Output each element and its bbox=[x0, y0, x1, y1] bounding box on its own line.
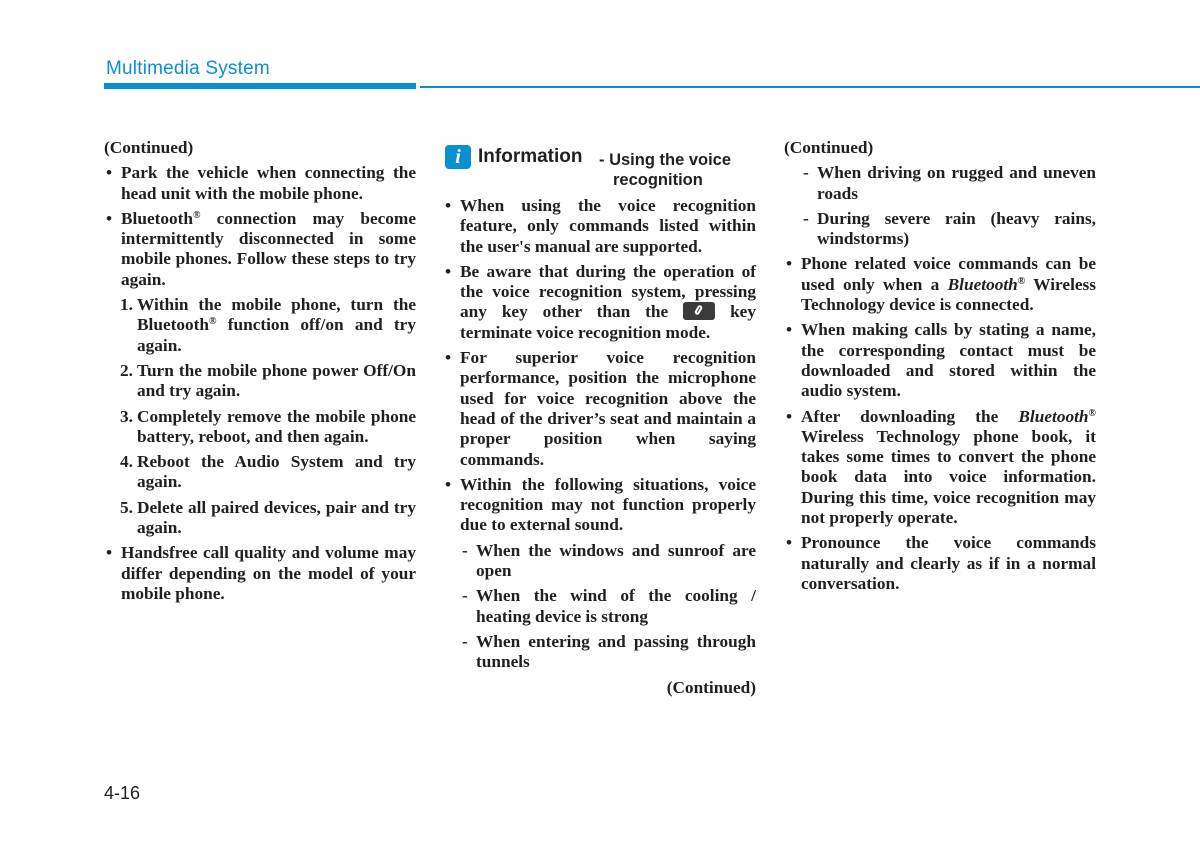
column-left bbox=[104, 138, 416, 609]
text: Reboot the Audio System and try again. bbox=[137, 452, 416, 492]
header-bar-thin bbox=[420, 86, 1200, 88]
bullet-item: • For superior voice recognition performance, position the microphone used for voice recognition above the head of the driver’s seat and maintain a proper position when saying commands. bbox=[443, 348, 756, 470]
text: Turn the mobile phone power Off/On and try again. bbox=[137, 360, 416, 401]
column-middle bbox=[443, 138, 756, 698]
text: connection may become intermittently disconnected in some mobile phones. Follow these steps to try again. bbox=[121, 208, 416, 289]
step-item bbox=[104, 498, 416, 539]
text: function off/on and try again. bbox=[137, 315, 416, 355]
dash-item: - When the wind of the cooling / heating device is strong bbox=[443, 586, 756, 627]
text: After downloading the bbox=[801, 406, 1019, 426]
bullet-item: • Handsfree call quality and volume may differ depending on the model of your mobile phone. bbox=[104, 543, 416, 604]
registered-mark: ® bbox=[1088, 407, 1096, 419]
bullet-item: • Pronounce the voice commands naturally and clearly as if in a normal conversation. bbox=[784, 533, 1096, 594]
step-item bbox=[104, 295, 416, 356]
subtitle-line: - Using the voice bbox=[599, 151, 732, 169]
column-right bbox=[784, 138, 1096, 599]
bullet-item: • When making calls by stating a name, the corresponding contact must be downloaded and stored within the audio system. bbox=[784, 320, 1096, 401]
text: key terminate voice recognition mode. bbox=[460, 302, 756, 342]
bullet-item bbox=[443, 262, 756, 343]
step-item bbox=[104, 407, 416, 448]
dash-item: - During severe rain (heavy rains, windstorms) bbox=[784, 209, 1096, 250]
registered-mark: ® bbox=[209, 316, 217, 328]
page-number: 4-16 bbox=[104, 783, 141, 803]
continued-label: (Continued) bbox=[784, 138, 874, 157]
text-italic: Bluetooth bbox=[947, 274, 1018, 294]
registered-mark: ® bbox=[1017, 275, 1026, 287]
text-italic: Bluetooth bbox=[1018, 406, 1089, 426]
dash-item: - When driving on rugged and uneven roads bbox=[784, 163, 1096, 204]
subtitle-line: recognition bbox=[613, 171, 703, 189]
voice-key-icon bbox=[683, 302, 715, 320]
information-label: Information bbox=[478, 146, 583, 167]
bullet-item: • Park the vehicle when connecting the head unit with the mobile phone. bbox=[104, 163, 416, 204]
header-bar-thick bbox=[104, 83, 416, 89]
bullet-item: • Within the following situations, voice recognition may not function properly due to external sound. bbox=[443, 475, 756, 536]
dash-item: - When the windows and sunroof are open bbox=[443, 541, 756, 582]
bullet-item bbox=[784, 254, 1096, 315]
information-header bbox=[443, 138, 756, 190]
text: Delete all paired devices, pair and try again. bbox=[137, 497, 416, 538]
step-number: 3. bbox=[120, 406, 133, 426]
text: Phone related voice commands can be used only when a bbox=[801, 254, 1096, 294]
dash-item: - When entering and passing through tunnels bbox=[443, 632, 756, 673]
step-number: 2. bbox=[120, 360, 133, 380]
continued-label: (Continued) bbox=[666, 677, 756, 697]
text: Within the mobile phone, turn the Bluetooth bbox=[137, 295, 416, 335]
header-title: Multimedia System bbox=[106, 58, 270, 79]
bullet-item bbox=[784, 407, 1096, 529]
step-item bbox=[104, 452, 416, 493]
step-number: 1. bbox=[120, 295, 133, 315]
bullet-item bbox=[104, 209, 416, 290]
registered-mark: ® bbox=[193, 209, 201, 221]
info-icon: i bbox=[445, 145, 471, 169]
text: Completely remove the mobile phone battery, reboot, and then again. bbox=[137, 406, 416, 446]
text: Be aware that during the operation of the voice recognition system, pressing any key other than the bbox=[460, 261, 756, 322]
step-number: 4. bbox=[120, 452, 133, 472]
text: Bluetooth bbox=[121, 208, 194, 228]
information-subtitle bbox=[599, 150, 759, 190]
step-item bbox=[104, 361, 416, 402]
text: Wireless Technology phone book, it takes some times to convert the phone book data into voice information. During this time, voice recognition may not properly operate. bbox=[801, 426, 1096, 528]
text: Wireless Technology device is connected. bbox=[801, 274, 1096, 315]
continued-label: (Continued) bbox=[104, 138, 194, 157]
bullet-item: • When using the voice recognition feature, only commands listed within the user's manual are supported. bbox=[443, 196, 756, 257]
step-number: 5. bbox=[120, 497, 133, 517]
